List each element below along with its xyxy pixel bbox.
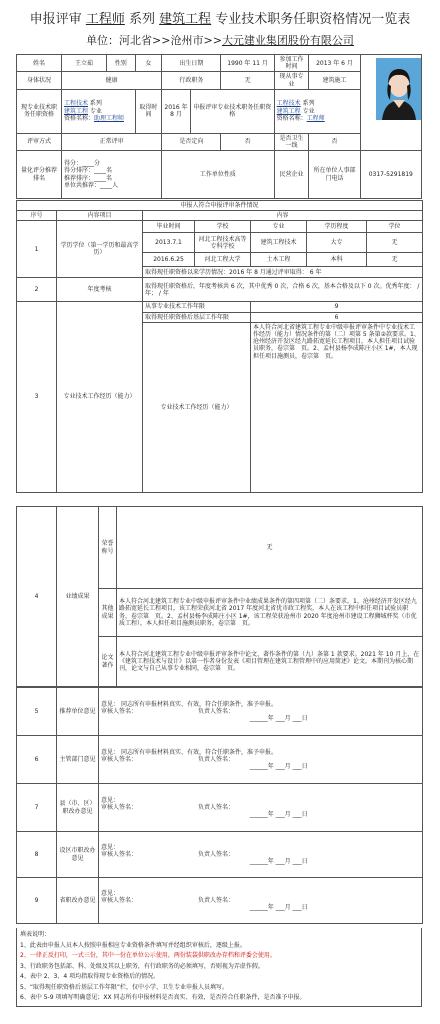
people-label: 单位共推荐： xyxy=(63,181,100,189)
date-line: ______年 ___月 ___日 xyxy=(249,904,308,912)
photo-cell xyxy=(360,55,421,151)
opinion-no: 7 xyxy=(17,784,57,832)
apply-title-field: 建筑工程 xyxy=(276,107,301,115)
birth-value: 1990 年 11 月 xyxy=(221,55,274,72)
edu-cell: 无 xyxy=(367,253,423,267)
recommend-unit: 名 xyxy=(106,174,113,182)
other-value: 本人符合河北建筑工程专业中级申报评审条件中业绩成果条件的第四项第（二）条要求。1、沧州经济开发区经九路拓宽延长工程项目，该工程荣获河北省 2017 年度河北省优市政工程奖，本人在该工程中担任项目试验员职务，卷宗第 页。2、孟村县杨李成陈庄小区 1#，该工程荣获沧州市 2020 年度沧州市建设工程狮城杯奖（市优质工程），本人担任项目施测员职务，卷宗第 页。 xyxy=(117,589,423,637)
current-title-name-label: 资格名称： xyxy=(63,114,94,122)
experience-no: 3 xyxy=(17,302,57,492)
note-item: 1、此表由申报人员本人按照申报相应专业资格条件填写并经组织审核后，逐级上报。 xyxy=(20,941,246,949)
other-label: 其他成果 xyxy=(99,589,117,637)
basic-info-table xyxy=(16,54,422,199)
opinion-row xyxy=(17,832,423,878)
assessment-label: 年度考核 xyxy=(57,278,143,302)
current-major-value: 建筑施工 xyxy=(309,72,360,89)
edu-cell: 2016.6.25 xyxy=(143,253,195,267)
opinion-prefix: 意见： xyxy=(101,748,120,756)
reviewer-label: 审核人签名： xyxy=(101,803,138,811)
opinion-no: 9 xyxy=(17,878,57,924)
edu-col-degree: 学位 xyxy=(367,221,423,233)
notes-title: 填表说明： xyxy=(20,931,51,938)
title-series: 系列 xyxy=(128,12,155,27)
page-title xyxy=(0,8,440,27)
assessment-no: 2 xyxy=(17,278,57,302)
current-title-field-word: 专业 xyxy=(89,107,102,115)
name-value: 王立茹 xyxy=(61,55,106,72)
admin-post-label: 行政职务 xyxy=(162,72,221,89)
edu-cell: 河北工程技术高等专科学校 xyxy=(195,233,251,253)
opinion-prefix: 意见： xyxy=(101,889,120,897)
date-line: ______年 ___月 ___日 xyxy=(249,858,308,866)
rank-label: 得分排序： xyxy=(63,167,94,175)
opinion-no: 5 xyxy=(17,688,57,736)
note-item: 3、行政职务包括部、科、处级及其以上职务，有行政职务的必须填写，否则视为弄虚作假。 xyxy=(20,962,264,970)
unit-line xyxy=(0,32,440,48)
gender-label: 性别 xyxy=(106,55,135,72)
directed-label: 是否定向 xyxy=(162,133,221,150)
honor-value: 无 xyxy=(117,507,423,589)
paper-value: 本人符合河北建筑工程专业中级申报评审条件中论文、著作条件的第（九）条第 1 款要求。2021 年 10 月上，在《建筑工程技术与设计》以第一作者身份发表《项目管理在建筑工程管理中的应用简述》论文，本期刊为核心期刊，论文与自己从事专业相同，卷宗第 页。 xyxy=(117,637,423,687)
title-suffix: 专业技术职务任职资格情况一览表 xyxy=(215,12,411,27)
unit-type-value: 民营企业 xyxy=(274,151,309,199)
opinion-no: 8 xyxy=(17,832,57,878)
edu-col-level: 学历程度 xyxy=(307,221,367,233)
apply-title-name: 工程师 xyxy=(306,114,325,122)
note-item: 4、表中 2、3、4 项均指取得现专业资格后的情况。 xyxy=(20,973,160,980)
edu-cell: 2013.7.1 xyxy=(143,233,195,253)
achievement-no: 4 xyxy=(17,507,57,687)
title-prefix: 申报评审 xyxy=(29,12,82,27)
opinion-row xyxy=(17,878,423,924)
opinion-prefix: 意见： xyxy=(101,700,120,708)
current-title-series: 工程技术 xyxy=(63,100,88,108)
edu-cell: 大专 xyxy=(307,233,367,253)
edu-col-school: 学校 xyxy=(195,221,251,233)
unit-label: 单位：河北省>>沧州市>> xyxy=(86,34,222,47)
leader-label: 负责人签名： xyxy=(198,803,235,811)
note-item: 6、表中 5-9 项填写明确意见；XX 同志所有申报材料是否真实、有效，是否符合任职条件，是否准予申报。 xyxy=(20,994,306,1001)
current-major-label: 现从事专业 xyxy=(274,72,309,89)
opinion-body xyxy=(99,784,423,832)
opinion-body xyxy=(99,878,423,924)
years-label: 从事专业技术工作年限 xyxy=(143,302,251,312)
leader-label: 负责人签名： xyxy=(198,850,235,858)
edu-cell: 无 xyxy=(367,233,423,253)
recommend-label: 推荐排序： xyxy=(63,174,94,182)
gender-value: 女 xyxy=(135,55,162,72)
reviewer-label: 审核人签名： xyxy=(101,755,138,763)
health-value: 健康 xyxy=(61,72,161,89)
edu-col-date: 毕业时间 xyxy=(143,221,195,233)
apply-title-label: 申报评审专业技术职务任职资格 xyxy=(190,89,274,133)
opinion-no: 6 xyxy=(17,736,57,784)
date-line: ______年 ___月 ___日 xyxy=(249,811,308,819)
opinion-row xyxy=(17,688,423,736)
score-label: 得分： xyxy=(63,160,82,168)
opinion-label: 推荐单位意见 xyxy=(57,688,99,736)
score-rank-label: 量化评分推荐排名 xyxy=(17,151,62,199)
opinions-table xyxy=(16,687,423,924)
experience-label: 专业技术工作经历（能力） xyxy=(57,302,143,492)
opinion-label: 省职改办意见 xyxy=(57,878,99,924)
directed-value: 否 xyxy=(221,133,274,150)
current-title-label: 现专业技术职务任职资格 xyxy=(17,89,62,133)
date-line: ______年 ___月 ___日 xyxy=(249,763,308,771)
review-method-label: 评审方式 xyxy=(17,133,62,150)
edu-cell: 河北工程大学 xyxy=(195,253,251,267)
opinion-text: 同志所有申报材料真实、有效，符合任职条件，准予申报。 xyxy=(120,748,277,756)
leader-label: 负责人签名： xyxy=(198,896,235,904)
opinion-body xyxy=(99,832,423,878)
opinion-label: 县（市、区）职改办意见 xyxy=(57,784,99,832)
apply-title-name-label: 资格名称： xyxy=(276,114,307,122)
apply-title-series: 工程技术 xyxy=(276,100,301,108)
achievement-label: 业绩成果 xyxy=(57,507,99,687)
reviewer-label: 审核人签名： xyxy=(101,896,138,904)
col-no: 序号 xyxy=(17,211,57,221)
opinion-prefix: 意见： xyxy=(101,796,120,804)
edu-no: 1 xyxy=(17,221,57,278)
opinion-row xyxy=(17,736,423,784)
opinion-body xyxy=(99,736,423,784)
edu-label: 学历学位（第一学历和最高学历） xyxy=(57,221,143,278)
hygiene-label: 是否卫生一线 xyxy=(274,133,309,150)
edu-cell: 土木工程 xyxy=(251,253,307,267)
conditions-table xyxy=(16,200,423,493)
current-title-field: 建筑工程 xyxy=(63,107,88,115)
people-unit: 人 xyxy=(112,181,119,189)
hr-phone-label: 所在单位人事部门电话 xyxy=(309,151,360,199)
unit-type-label: 工作单位性质 xyxy=(162,151,274,199)
name-label: 姓名 xyxy=(17,55,62,72)
opinion-text: 同志所有申报材料真实、有效，符合任职条件，准予申报。 xyxy=(120,700,277,708)
years-value: 9 xyxy=(251,302,423,312)
edu-cell: 本科 xyxy=(307,253,367,267)
admin-post-value: 无 xyxy=(221,72,274,89)
obtain-time-label: 取得时间 xyxy=(135,89,162,133)
opinion-row xyxy=(17,784,423,832)
current-title-name: 助理工程师 xyxy=(94,114,125,122)
honor-label: 荣誉称号 xyxy=(99,507,117,589)
note-item: 5、“取得现任职资格后基层工作年限”栏，仅中小学、卫生专业申报人员填写。 xyxy=(20,983,229,991)
obtain-time-value: 2016 年 8 月 xyxy=(162,89,191,133)
reviewer-label: 审核人签名： xyxy=(101,850,138,858)
opinion-prefix: 意见： xyxy=(101,843,120,851)
col-content: 内容 xyxy=(143,211,423,221)
reviewer-label: 审核人签名： xyxy=(101,707,138,715)
edu-cell: 建筑工程技术 xyxy=(251,233,307,253)
leader-label: 负责人签名： xyxy=(198,707,235,715)
title-field: 建筑工程 xyxy=(159,12,212,27)
leader-label: 负责人签名： xyxy=(198,755,235,763)
health-label: 身体状况 xyxy=(17,72,62,89)
rank-unit: 名 xyxy=(106,167,113,175)
hygiene-value: 否 xyxy=(309,133,360,150)
opinion-label: 主管部门意见 xyxy=(57,736,99,784)
apply-title-field-word: 专业 xyxy=(302,107,315,115)
apply-title-value xyxy=(274,89,360,133)
hr-phone-value: 0317-5291819 xyxy=(360,151,421,199)
section-title: 申报人符合申报评审条件情况 xyxy=(17,201,423,211)
current-title-value xyxy=(61,89,135,133)
work-start-value: 2013 年 6 月 xyxy=(309,55,360,72)
work-start-label: 参加工作时间 xyxy=(274,55,309,72)
grassroots-years-label: 取得现任职资格后基层工作年限 xyxy=(143,312,251,322)
col-item: 内容项目 xyxy=(57,211,143,221)
assessment-text: 取得现任职资格后，年度考核共 6 次，其中优秀 0 次，合格 6 次，基本合格及以下 0 次。优秀年度： / 年； / 年 xyxy=(143,278,423,302)
edu-col-major: 专业 xyxy=(251,221,307,233)
achievement-table xyxy=(16,506,423,687)
title-major: 工程师 xyxy=(85,12,125,27)
date-line: ______年 ___月 ___日 xyxy=(249,715,308,723)
unit-name: 大元建业集团股份有限公司 xyxy=(221,34,354,47)
note-item: 2、一律正反打印，一式三份，其中一份在单位公示使用，两份装袋供职改办存档和评委会使用。 xyxy=(20,952,276,959)
opinion-body xyxy=(99,688,423,736)
score-unit: 分 xyxy=(94,160,101,168)
edu-footer: 取得现任职资格以来学历情况：2016 年 8 月通过评审取得： 6 年 xyxy=(143,267,423,278)
grassroots-years-value: 6 xyxy=(251,312,423,322)
apply-title-series-word: 系列 xyxy=(302,100,315,108)
current-title-series-word: 系列 xyxy=(89,100,102,108)
birth-label: 出生日期 xyxy=(162,55,221,72)
experience-sub-label: 专业技术工作经历（能力） xyxy=(143,322,251,492)
opinion-label: 设区市职改办意见 xyxy=(57,832,99,878)
filling-notes xyxy=(16,928,422,1007)
score-rank-value: 得分：____分 得分排序：____名 推荐排序：____名 单位共推荐：____人 xyxy=(61,151,161,199)
review-method-value: 正常评审 xyxy=(61,133,161,150)
experience-content: 本人符合河北省建筑工程专业中级申报评审条件中专业技术工作经历（能力）情况条件的第（二）项第 5 条第②款要求。1、沧州经济开发区经九路拓宽延长工程项目，本人担任项目试验员职务，卷宗第 页。2、孟村县杨李成陈庄小区 1#，本人现担任项目施测员，卷宗第 页。 xyxy=(251,322,423,492)
paper-label: 论文著作 xyxy=(99,637,117,687)
